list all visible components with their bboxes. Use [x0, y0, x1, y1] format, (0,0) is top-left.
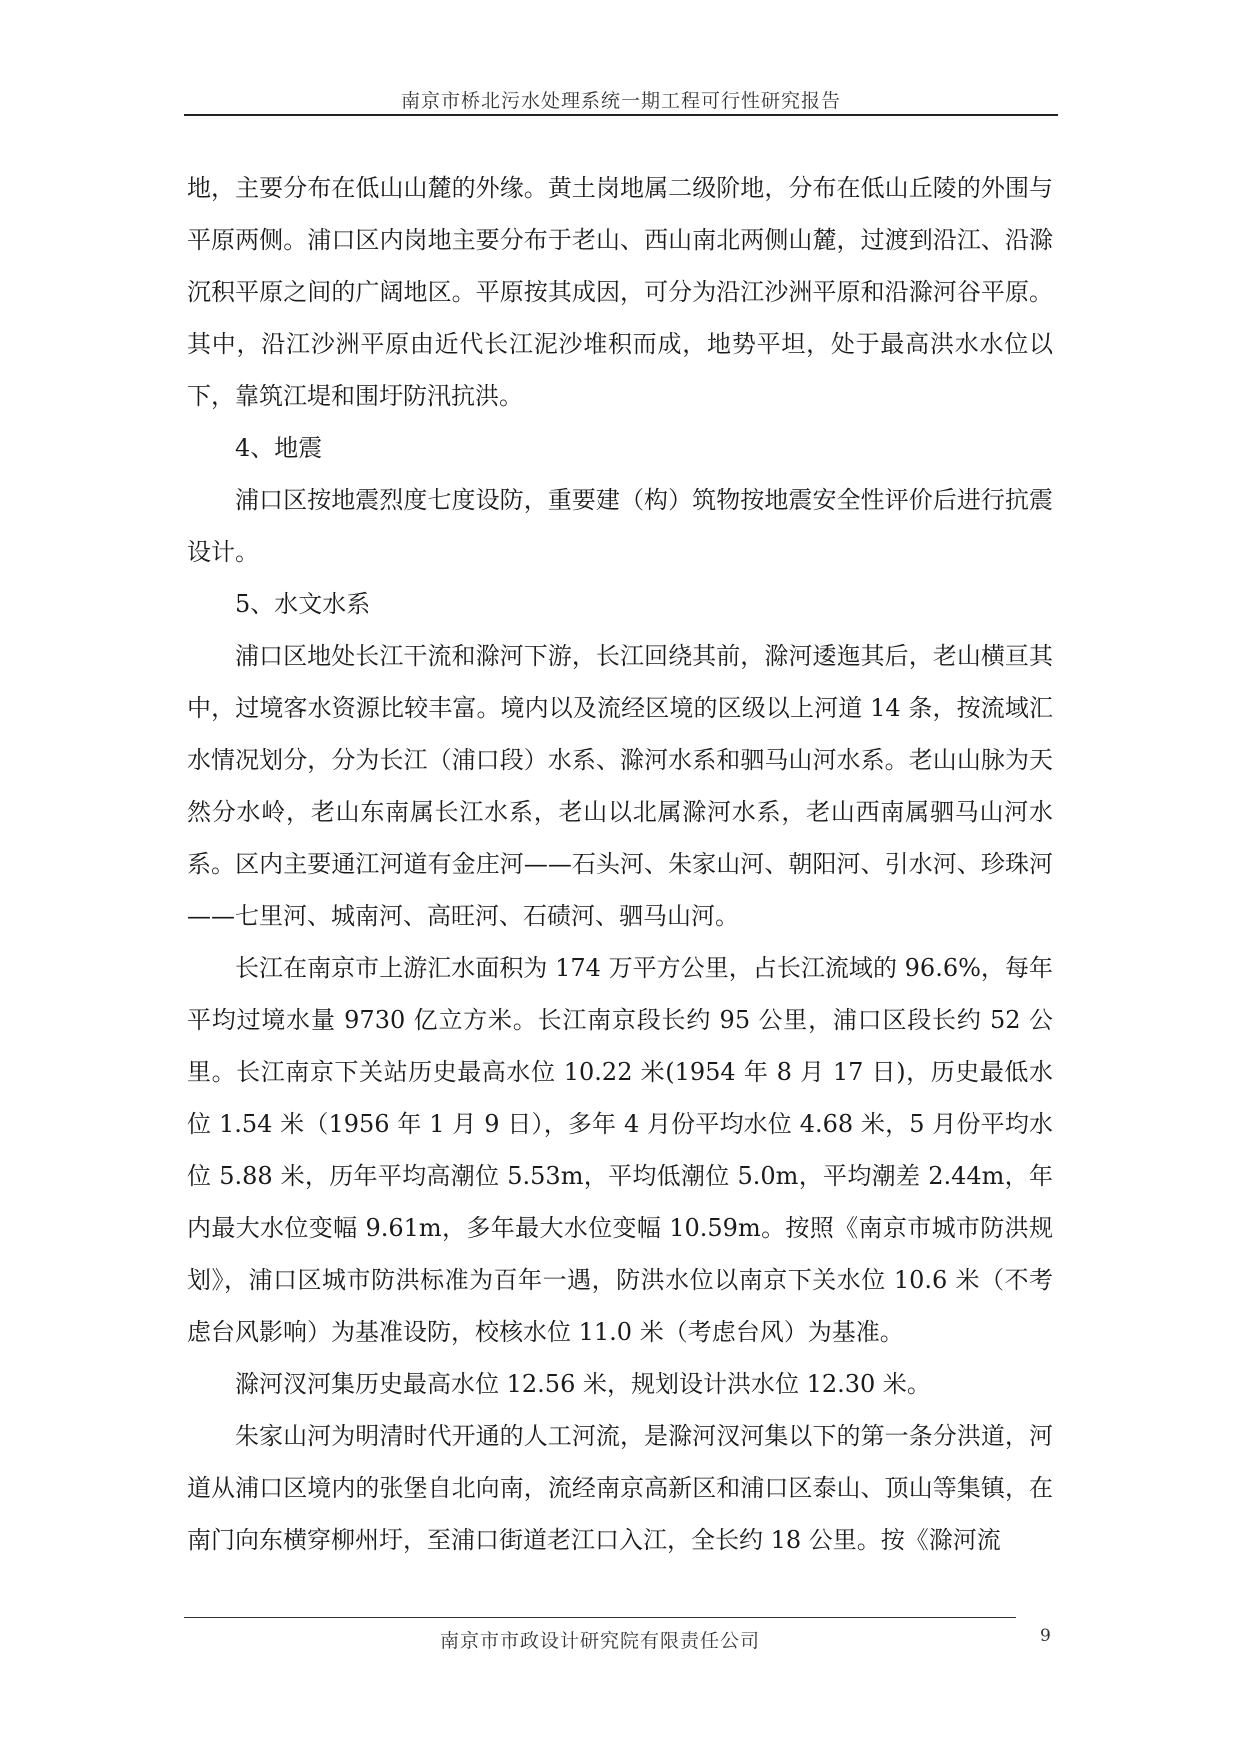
page-number: 9	[1040, 1626, 1051, 1646]
section-heading-earthquake: 4、地震	[235, 434, 323, 462]
paragraph-river-system: 浦口区地处长江干流和滁河下游，长江回绕其前，滁河逶迤其后，老山横亘其中，过境客水资源比较丰富。境内以及流经区境的区级以上河道 14 条，按流域汇水情况划分，分为长江（浦口段）水系、滁河水系和驷马山河水系。老山山脉为天然分水岭，老山东南属长江水系，老山以北属滁河水系，老山西南属驷马山河水系。区内主要通江河道有金庄河——石头河、朱家山河、朝阳河、引水河、珍珠河——七里河、城南河、高旺河、石碛河、驷马山河。	[187, 642, 1053, 930]
paragraph-earthquake: 浦口区按地震烈度七度设防，重要建（构）筑物按地震安全性评价后进行抗震设计。	[187, 486, 1053, 566]
footer-organization: 南京市市政设计研究院有限责任公司	[439, 1630, 760, 1652]
paragraph-zhujiashan-river: 朱家山河为明清时代开通的人工河流，是滁河汊河集以下的第一条分洪道，河道从浦口区境内的张堡自北向南，流经南京高新区和浦口区泰山、顶山等集镇，在南门向东横穿柳州圩，至浦口街道老江口入江，全长约 18 公里。按《滁河流	[187, 1422, 1053, 1554]
section-heading-hydrology: 5、水文水系	[235, 590, 371, 618]
paragraph-terrain-continued: 地，主要分布在低山山麓的外缘。黄土岗地属二级阶地，分布在低山丘陵的外围与平原两侧。浦口区内岗地主要分布于老山、西山南北两侧山麓，过渡到沿江、沿滁沉积平原之间的广阔地区。平原按其成因，可分为沿江沙洲平原和沿滁河谷平原。其中，沿江沙洲平原由近代长江泥沙堆积而成，地势平坦，处于最高洪水水位以下，靠筑江堤和围圩防汛抗洪。	[187, 174, 1053, 410]
document-body	[187, 162, 1053, 1566]
page-header-title: 南京市桥北污水处理系统一期工程可行性研究报告	[400, 90, 841, 112]
paragraph-yangtze-levels: 长江在南京市上游汇水面积为 174 万平方公里，占长江流域的 96.6%，每年平均过境水量 9730 亿立方米。长江南京段长约 95 公里，浦口区段长约 52 公里。长江南京下关站历史最高水位 10.22 米(1954 年 8 月 17 日)，历史最低水位 1.54 米（1956 年 1 月 9 日），多年 4 月份平均水位 4.68 米，5 月份平均水位 5.88 米，历年平均高潮位 5.53m，平均低潮位 5.0m，平均潮差 2.44m，年内最大水位变幅 9.61m，多年最大水位变幅 10.59m。按照《南京市城市防洪规划》，浦口区城市防洪标准为百年一遇，防洪水位以南京下关水位 10.6 米（不考虑台风影响）为基准设防，校核水位 11.0 米（考虑台风）为基准。	[187, 954, 1053, 1346]
paragraph-chu-river: 滁河汊河集历史最高水位 12.56 米，规划设计洪水位 12.30 米。	[235, 1370, 931, 1398]
header-divider	[184, 114, 1058, 116]
footer-divider	[184, 1617, 1016, 1618]
